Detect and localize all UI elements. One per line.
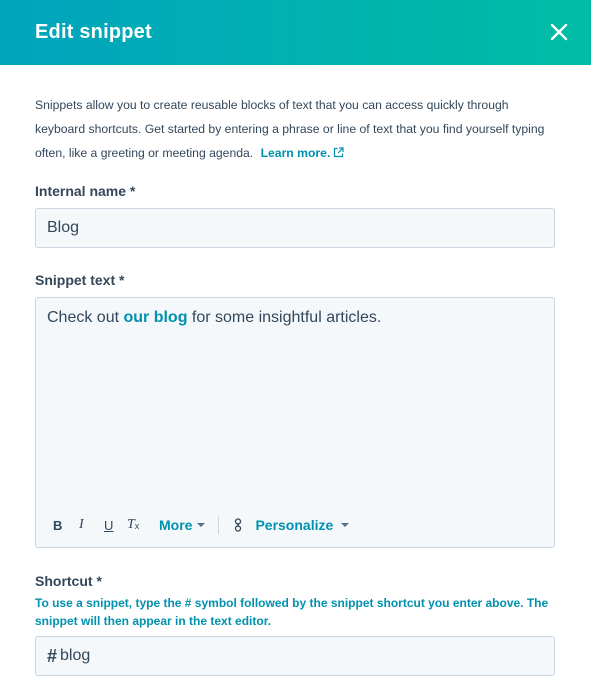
modal-body [0, 65, 591, 676]
close-icon [550, 23, 568, 41]
snippet-text-editor[interactable] [35, 297, 555, 548]
personalize-label: Personalize [255, 517, 334, 533]
external-link-icon [333, 147, 344, 158]
personalize-dropdown[interactable] [255, 517, 349, 533]
shortcut-label: Shortcut * [35, 573, 102, 589]
internal-name-input[interactable] [35, 208, 555, 248]
editor-text-before: Check out [47, 309, 124, 326]
internal-name-value: Blog [47, 219, 80, 236]
learn-more-label: Learn more. [260, 146, 331, 160]
internal-name-label: Internal name * [35, 183, 136, 199]
chevron-down-icon [197, 523, 205, 527]
shortcut-value: blog [60, 647, 91, 664]
shortcut-help-text: To use a snippet, type the # symbol followed by the snippet shortcut you enter above. The snippet will then appear in the text editor. [35, 596, 549, 628]
shortcut-input[interactable] [35, 636, 555, 676]
chevron-down-icon [341, 523, 349, 527]
close-button[interactable] [547, 20, 571, 44]
learn-more-link[interactable] [261, 146, 345, 160]
editor-content[interactable] [36, 298, 554, 338]
bold-button[interactable]: B [53, 517, 63, 533]
editor-blog-link[interactable]: our blog [123, 309, 188, 326]
snippet-text-label: Snippet text * [35, 272, 125, 288]
editor-toolbar [36, 516, 554, 534]
toolbar-divider [218, 516, 219, 534]
hash-icon: # [47, 645, 58, 666]
clear-format-icon: T [127, 517, 135, 532]
intro-description: Snippets allow you to create reusable blocks of text that you can access quickly through keyboard shortcuts. Get started by entering a phrase or line of text that you find yourself typing often, like a greeting or meeting agenda. [35, 98, 545, 160]
personalize-link-icon [233, 518, 243, 532]
underline-button[interactable]: U [104, 517, 114, 533]
clear-format-button[interactable] [127, 517, 143, 533]
editor-text-after: for some insightful articles. [187, 309, 382, 326]
intro-text [35, 93, 555, 165]
clear-format-sub: x [134, 521, 140, 531]
italic-button[interactable]: I [79, 517, 84, 532]
modal-title: Edit snippet [35, 21, 152, 43]
modal-header [0, 0, 591, 65]
more-label: More [159, 517, 193, 533]
more-dropdown[interactable] [159, 517, 205, 533]
